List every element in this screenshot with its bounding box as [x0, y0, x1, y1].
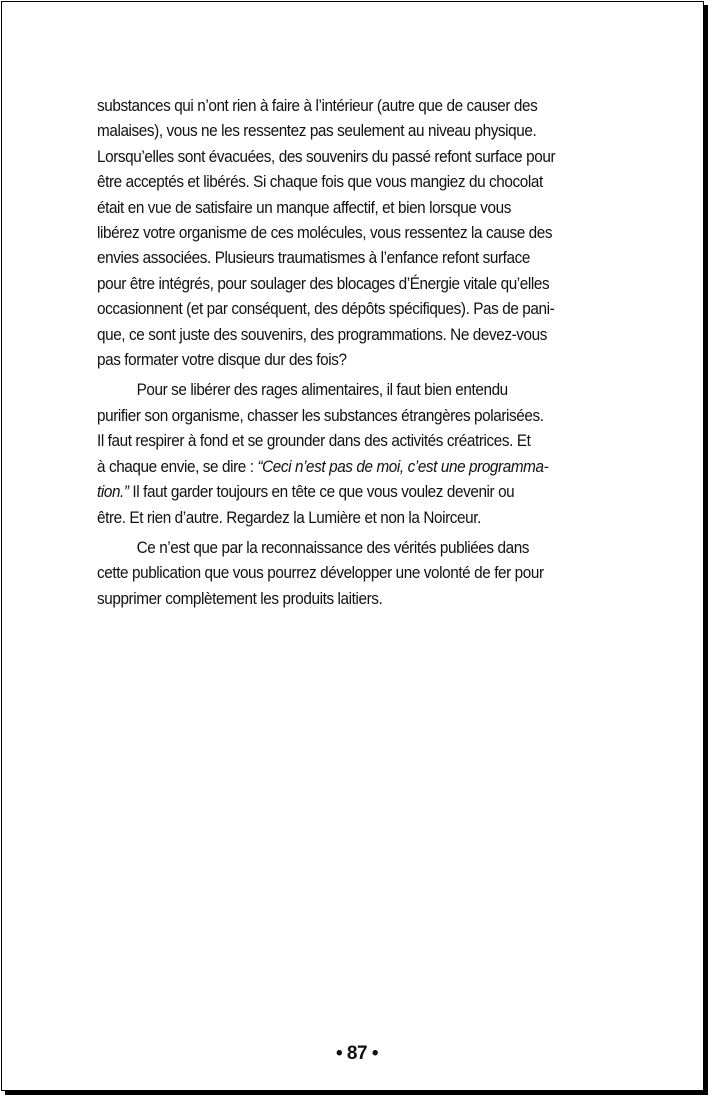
text-line: [97, 479, 633, 504]
text-line: occasionnent (et par conséquent, des dépôts spécifiques). Pas de pani-: [97, 299, 555, 319]
text-segment: Il faut garder toujours en tête ce que vous voulez devenir ou: [128, 482, 515, 502]
text-line: être. Et rien d’autre. Regardez la Lumière et non la Noirceur.: [97, 507, 481, 527]
text-line: substances qui n’ont rien à faire à l’intérieur (autre que de causer des: [97, 96, 538, 115]
text-line: Il faut respirer à fond et se grounder dans des activités créatrices. Et: [97, 431, 531, 451]
paragraph-1: [97, 93, 633, 372]
text-line: pour être intégrés, pour soulager des blocages d’Énergie vitale qu’elles: [97, 273, 550, 293]
text-line: envies associées. Plusieurs traumatismes à l’enfance refont surface: [97, 248, 530, 268]
text-line: [97, 454, 633, 479]
italic-quote: “Ceci n’est pas de moi, c’est une programma-: [257, 456, 549, 476]
paragraph-3: [97, 535, 633, 611]
text-line: libérez votre organisme de ces molécules, vous ressentez la cause des: [97, 223, 553, 243]
paragraph-2: [97, 377, 633, 529]
text-line: purifier son organisme, chasser les substances étrangères polarisées.: [97, 405, 544, 425]
text-line: malaises), vous ne les ressentez pas seulement au niveau physique.: [97, 121, 537, 141]
text-line: Lorsqu’elles sont évacuées, des souvenirs du passé refont surface pour: [97, 146, 556, 166]
text-line: cette publication que vous pourrez développer une volonté de fer pour: [97, 563, 544, 583]
text-line: Ce n’est que par la reconnaissance des vérités publiées dans: [136, 537, 530, 557]
text-line: était en vue de satisfaire un manque affectif, et bien lorsque vous: [97, 197, 512, 217]
text-segment: à chaque envie, se dire :: [97, 456, 258, 476]
text-line: pas formater votre disque dur des fois?: [97, 350, 347, 370]
text-line: que, ce sont juste des souvenirs, des programmations. Ne devez-vous: [97, 324, 547, 344]
italic-quote: tion.”: [97, 482, 129, 502]
text-line: supprimer complètement les produits laitiers.: [97, 588, 383, 608]
text-line: Pour se libérer des rages alimentaires, il faut bien entendu: [136, 380, 508, 400]
page-number: • 87 •: [336, 1043, 378, 1064]
text-line: être acceptés et libérés. Si chaque fois que vous mangiez du chocolat: [97, 172, 543, 192]
body-text: [97, 93, 633, 616]
